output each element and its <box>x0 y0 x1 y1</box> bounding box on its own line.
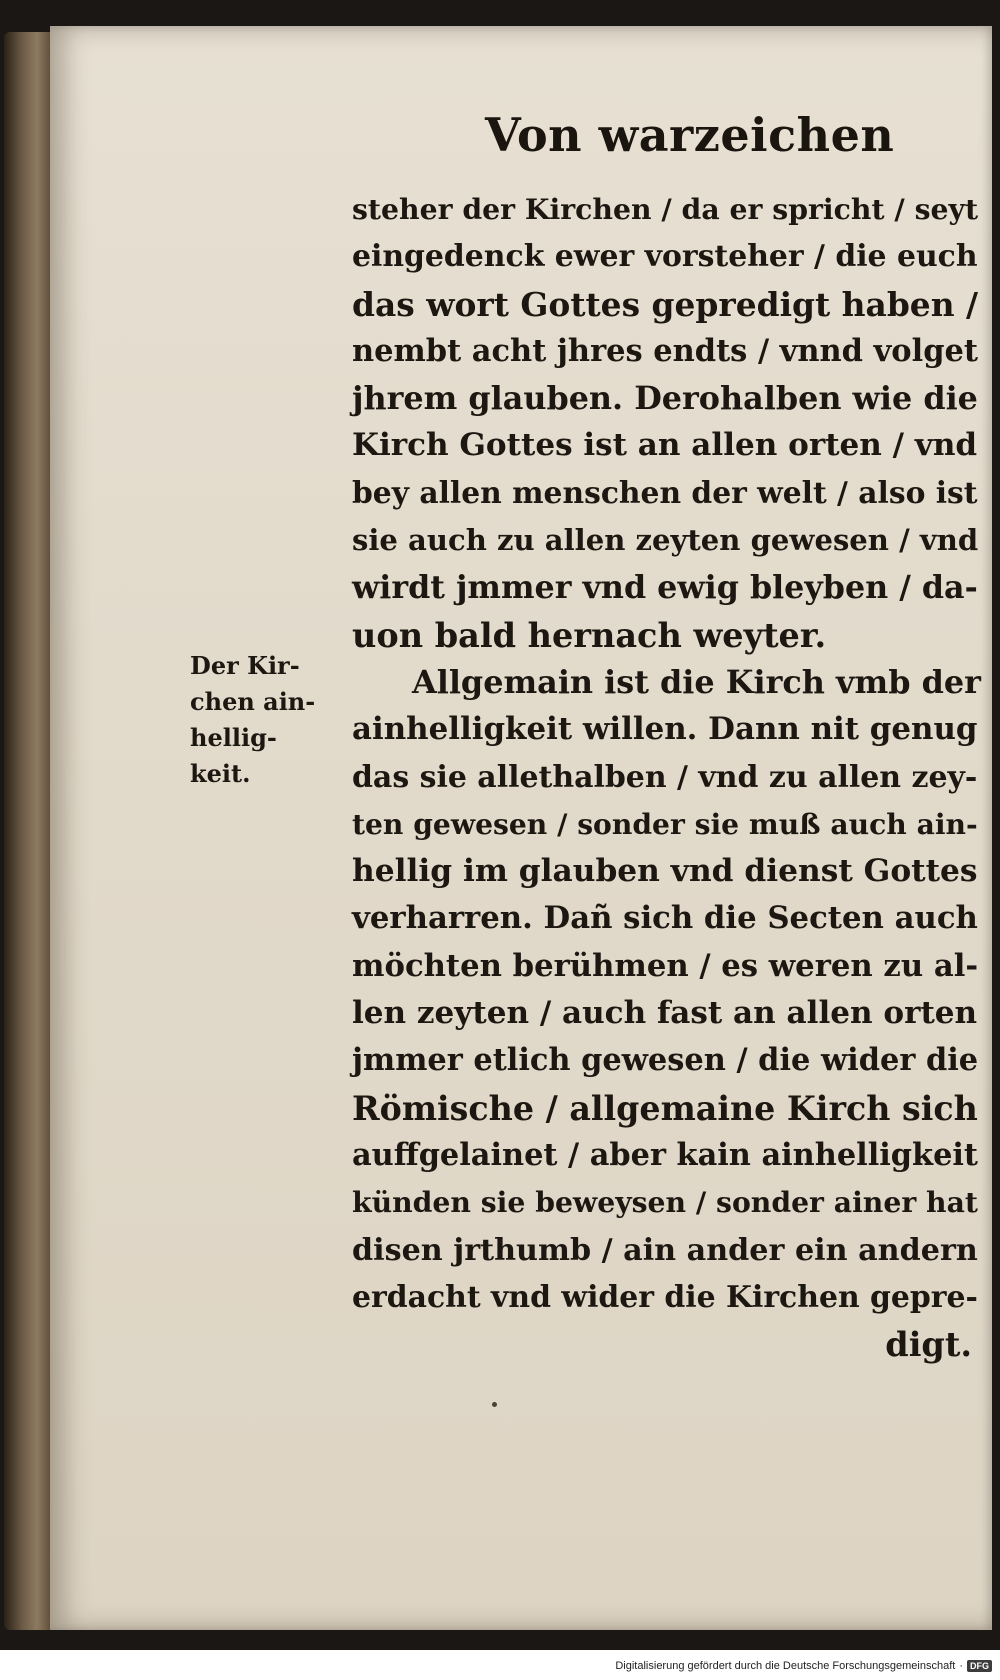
digitization-credit <box>615 1660 992 1672</box>
marginal-note-line: hellig- <box>190 723 277 752</box>
marginal-note-line: keit. <box>190 759 251 788</box>
marginal-note-line: chen ain- <box>190 687 316 716</box>
text-line: sie auch zu allen zeyten gewesen / vnd <box>352 523 979 558</box>
marginal-note-line: Der Kir- <box>190 651 300 680</box>
text-line: bey allen menschen der welt / also ist <box>352 475 978 511</box>
text-line: steher der Kirchen / da er spricht / seyt <box>352 192 979 226</box>
text-line: verharren. Dañ sich die Secten auch <box>352 900 978 937</box>
text-line: auffgelainet / aber kain ainhelligkeit <box>352 1136 978 1173</box>
body-text <box>352 186 981 1368</box>
text-line: ainhelligkeit willen. Dann nit genug <box>352 711 978 748</box>
text-line: erdacht vnd wider die Kirchen gepre- <box>352 1279 978 1315</box>
credit-text: Digitalisierung gefördert durch die Deutsche Forschungsgemeinschaft <box>615 1660 956 1672</box>
marginal-note <box>190 648 330 792</box>
text-line: ten gewesen / sonder sie muß auch ain- <box>352 807 978 841</box>
text-line: nembt acht jhres endts / vnnd volget <box>352 332 978 369</box>
text-line: das wort Gottes gepredigt haben / <box>352 284 979 324</box>
running-header: Von warzeichen <box>485 108 895 162</box>
text-line: Allgemain ist die Kirch vmb der <box>412 662 981 701</box>
text-line: wirdt jmmer vnd ewig bleyben / da- <box>352 569 978 607</box>
text-line: len zeyten / auch fast an allen orten <box>352 995 978 1032</box>
paper-speck <box>492 1402 497 1407</box>
dfg-logo: DFG <box>967 1660 992 1672</box>
text-line: Römische / allgemaine Kirch sich <box>352 1088 978 1128</box>
text-line: das sie allethalben / vnd zu allen zey- <box>352 759 978 795</box>
text-line: künden sie beweysen / sonder ainer hat <box>352 1185 978 1220</box>
text-line: jhrem glauben. Derohalben wie die <box>352 379 978 418</box>
catchword: digt. <box>885 1325 972 1365</box>
text-line: Kirch Gottes ist an allen orten / vnd <box>352 427 978 464</box>
text-line: eingedenck ewer vorsteher / die euch <box>352 239 978 275</box>
text-line: möchten berühmen / es weren zu al- <box>352 947 979 984</box>
text-line: uon bald hernach weyter. <box>352 615 827 655</box>
text-line: hellig im glauben vnd dienst Gottes <box>352 853 978 890</box>
separator-dot: · <box>959 1660 963 1672</box>
text-line: disen jrthumb / ain ander ein andern <box>352 1232 978 1268</box>
text-line: jmmer etlich gewesen / die wider die <box>352 1042 979 1079</box>
